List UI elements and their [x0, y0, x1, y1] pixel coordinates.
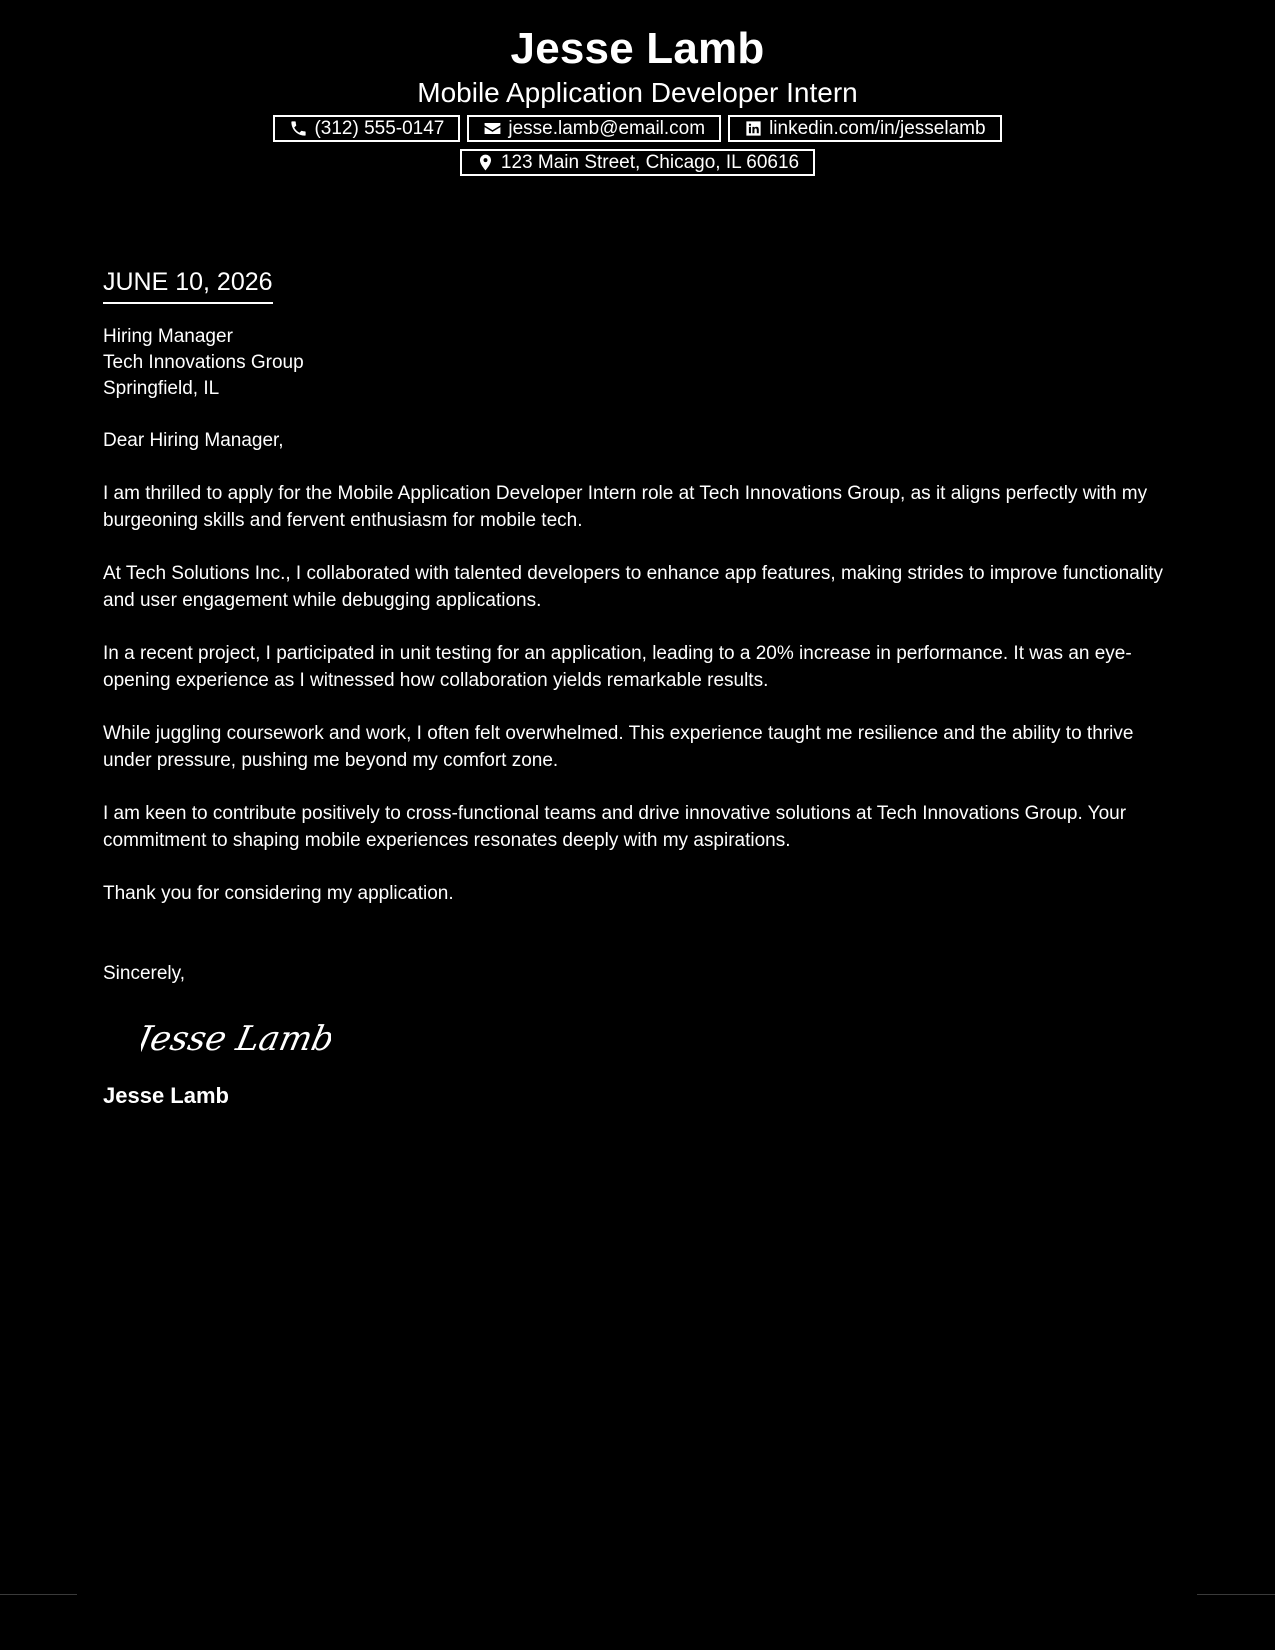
footer-rule-left — [0, 1594, 77, 1595]
phone-text: (312) 555-0147 — [314, 118, 445, 139]
recipient-line: Tech Innovations Group — [103, 352, 304, 373]
letter-date: JUNE 10, 2026 — [103, 266, 273, 304]
paragraph: I am keen to contribute positively to cross-functional teams and drive innovative solutions at Tech Innovations Group. Your commitment to shaping mobile experiences resonates deeply with my aspirations. — [103, 803, 1127, 851]
recipient-block — [103, 324, 1173, 402]
salutation: Dear Hiring Manager, — [103, 430, 284, 451]
email-chip[interactable] — [467, 115, 721, 142]
paragraph: Thank you for considering my application. — [103, 883, 454, 904]
linkedin-chip[interactable] — [728, 115, 1002, 142]
phone-chip[interactable] — [273, 115, 460, 142]
email-text: jesse.lamb@email.com — [508, 118, 706, 139]
signed-name: Jesse Lamb — [103, 1083, 229, 1108]
map-pin-icon — [476, 153, 495, 172]
contact-row — [0, 115, 1275, 142]
paragraph: I am thrilled to apply for the Mobile Application Developer Intern role at Tech Innovations Group, as it aligns perfectly with my burgeoning skills and fervent enthusiasm for mobile tech. — [103, 483, 1148, 531]
linkedin-icon — [744, 119, 763, 138]
paragraph: At Tech Solutions Inc., I collaborated with talented developers to enhance app features, making strides to improve functionality and user engagement while debugging applications. — [103, 563, 1164, 611]
envelope-icon — [483, 119, 502, 138]
closing: Sincerely, — [103, 963, 186, 984]
phone-icon — [289, 119, 308, 138]
address-chip[interactable] — [460, 149, 815, 176]
paragraph: In a recent project, I participated in unit testing for an application, leading to a 20% increase in performance. It was an eye-opening experience as I witnessed how collaboration yields remarkable results. — [103, 643, 1132, 691]
signature-script: Jesse Lamb — [141, 1019, 331, 1059]
letter-header — [0, 22, 1275, 176]
footer-rule-right — [1197, 1594, 1275, 1595]
address-row — [0, 149, 1275, 176]
handwritten-signature — [141, 1012, 331, 1064]
applicant-title: Mobile Application Developer Intern — [417, 77, 858, 108]
signature-graphic — [141, 1012, 331, 1064]
recipient-line: Springfield, IL — [103, 378, 220, 399]
linkedin-text: linkedin.com/in/jesselamb — [769, 118, 986, 139]
letter-body — [103, 266, 1173, 1110]
address-text: 123 Main Street, Chicago, IL 60616 — [500, 152, 800, 173]
applicant-name: Jesse Lamb — [510, 24, 765, 73]
recipient-line: Hiring Manager — [103, 326, 233, 347]
paragraph: While juggling coursework and work, I often felt overwhelmed. This experience taught me resilience and the ability to thrive under pressure, pushing me beyond my comfort zone. — [103, 723, 1134, 771]
